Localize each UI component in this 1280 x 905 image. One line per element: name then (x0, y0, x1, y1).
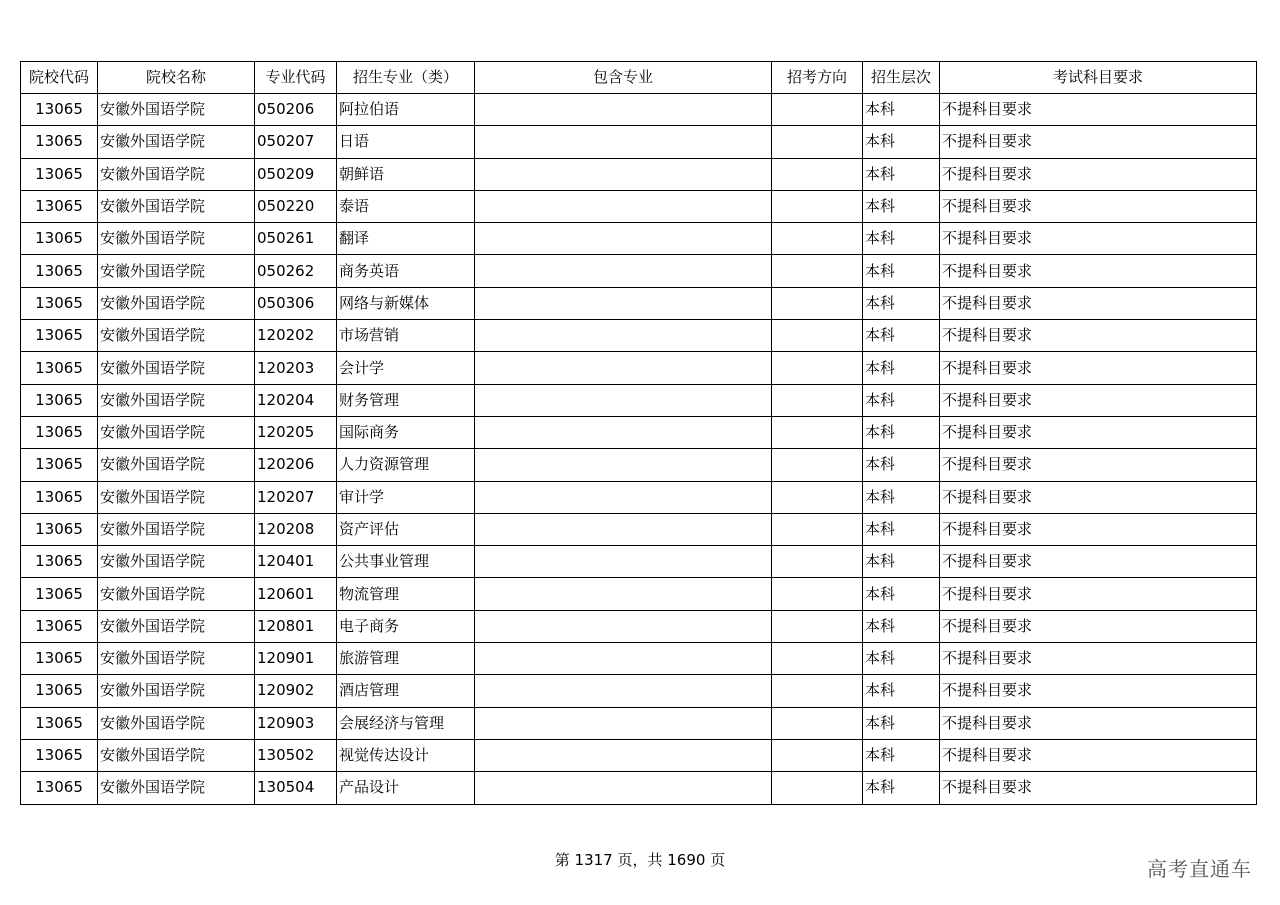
cell-school-code: 13065 (21, 513, 98, 545)
cell-included-majors (475, 772, 772, 804)
cell-exam-direction (772, 94, 863, 126)
cell-subject-requirement: 不提科目要求 (940, 739, 1257, 771)
cell-exam-direction (772, 449, 863, 481)
cell-included-majors (475, 739, 772, 771)
cell-subject-requirement: 不提科目要求 (940, 384, 1257, 416)
cell-major-name: 会展经济与管理 (337, 707, 475, 739)
cell-subject-requirement: 不提科目要求 (940, 610, 1257, 642)
cell-included-majors (475, 416, 772, 448)
cell-school-name: 安徽外国语学院 (98, 255, 255, 287)
cell-level: 本科 (863, 675, 940, 707)
cell-major-name: 电子商务 (337, 610, 475, 642)
cell-exam-direction (772, 287, 863, 319)
cell-school-code: 13065 (21, 255, 98, 287)
cell-school-code: 13065 (21, 578, 98, 610)
cell-major-name: 朝鲜语 (337, 158, 475, 190)
cell-school-name: 安徽外国语学院 (98, 190, 255, 222)
table-row (21, 94, 1257, 126)
table-row (21, 513, 1257, 545)
cell-major-code: 120801 (255, 610, 337, 642)
cell-school-code: 13065 (21, 449, 98, 481)
cell-level: 本科 (863, 513, 940, 545)
cell-major-name: 公共事业管理 (337, 546, 475, 578)
cell-school-name: 安徽外国语学院 (98, 739, 255, 771)
cell-level: 本科 (863, 481, 940, 513)
cell-school-code: 13065 (21, 675, 98, 707)
cell-major-code: 120206 (255, 449, 337, 481)
cell-included-majors (475, 610, 772, 642)
column-header-level: 招生层次 (863, 62, 940, 94)
cell-exam-direction (772, 772, 863, 804)
cell-included-majors (475, 255, 772, 287)
cell-major-code: 120203 (255, 352, 337, 384)
column-header-subject-requirement: 考试科目要求 (940, 62, 1257, 94)
cell-included-majors (475, 158, 772, 190)
cell-level: 本科 (863, 610, 940, 642)
cell-exam-direction (772, 158, 863, 190)
table-row (21, 190, 1257, 222)
cell-included-majors (475, 384, 772, 416)
cell-major-code: 120902 (255, 675, 337, 707)
cell-subject-requirement: 不提科目要求 (940, 707, 1257, 739)
cell-included-majors (475, 352, 772, 384)
cell-major-code: 050261 (255, 223, 337, 255)
cell-school-name: 安徽外国语学院 (98, 513, 255, 545)
column-header-major-name: 招生专业（类） (337, 62, 475, 94)
cell-major-code: 120401 (255, 546, 337, 578)
table-row (21, 546, 1257, 578)
cell-exam-direction (772, 578, 863, 610)
table-row (21, 223, 1257, 255)
cell-level: 本科 (863, 772, 940, 804)
cell-subject-requirement: 不提科目要求 (940, 126, 1257, 158)
cell-subject-requirement: 不提科目要求 (940, 675, 1257, 707)
cell-school-name: 安徽外国语学院 (98, 772, 255, 804)
cell-level: 本科 (863, 449, 940, 481)
cell-major-name: 商务英语 (337, 255, 475, 287)
column-header-school-name: 院校名称 (98, 62, 255, 94)
cell-subject-requirement: 不提科目要求 (940, 449, 1257, 481)
cell-school-code: 13065 (21, 126, 98, 158)
cell-major-code: 050306 (255, 287, 337, 319)
table-header-row (21, 62, 1257, 94)
table-row (21, 320, 1257, 352)
table-row (21, 643, 1257, 675)
cell-major-code: 050206 (255, 94, 337, 126)
cell-level: 本科 (863, 158, 940, 190)
cell-exam-direction (772, 255, 863, 287)
cell-major-code: 120202 (255, 320, 337, 352)
cell-level: 本科 (863, 223, 940, 255)
cell-school-name: 安徽外国语学院 (98, 449, 255, 481)
cell-subject-requirement: 不提科目要求 (940, 158, 1257, 190)
table-row (21, 158, 1257, 190)
cell-included-majors (475, 707, 772, 739)
table-row (21, 675, 1257, 707)
cell-included-majors (475, 449, 772, 481)
cell-level: 本科 (863, 126, 940, 158)
cell-level: 本科 (863, 352, 940, 384)
cell-subject-requirement: 不提科目要求 (940, 287, 1257, 319)
cell-included-majors (475, 481, 772, 513)
table-row (21, 352, 1257, 384)
table-row (21, 610, 1257, 642)
cell-exam-direction (772, 481, 863, 513)
cell-included-majors (475, 287, 772, 319)
cell-subject-requirement: 不提科目要求 (940, 352, 1257, 384)
cell-school-code: 13065 (21, 481, 98, 513)
cell-included-majors (475, 643, 772, 675)
cell-major-code: 120205 (255, 416, 337, 448)
watermark: 高考直通车 (1147, 857, 1252, 881)
table-row (21, 287, 1257, 319)
cell-major-name: 市场营销 (337, 320, 475, 352)
cell-exam-direction (772, 513, 863, 545)
cell-exam-direction (772, 675, 863, 707)
cell-exam-direction (772, 610, 863, 642)
cell-exam-direction (772, 223, 863, 255)
table-row (21, 449, 1257, 481)
page-number: 第 1317 页，共 1690 页 (554, 851, 726, 869)
cell-exam-direction (772, 416, 863, 448)
cell-exam-direction (772, 126, 863, 158)
cell-school-code: 13065 (21, 772, 98, 804)
cell-major-code: 120903 (255, 707, 337, 739)
cell-school-name: 安徽外国语学院 (98, 610, 255, 642)
cell-school-code: 13065 (21, 94, 98, 126)
cell-subject-requirement: 不提科目要求 (940, 94, 1257, 126)
cell-included-majors (475, 546, 772, 578)
cell-school-name: 安徽外国语学院 (98, 352, 255, 384)
cell-exam-direction (772, 739, 863, 771)
cell-school-code: 13065 (21, 320, 98, 352)
table-row (21, 255, 1257, 287)
cell-major-name: 旅游管理 (337, 643, 475, 675)
cell-school-code: 13065 (21, 384, 98, 416)
cell-subject-requirement: 不提科目要求 (940, 546, 1257, 578)
cell-major-name: 财务管理 (337, 384, 475, 416)
cell-level: 本科 (863, 320, 940, 352)
cell-major-code: 130502 (255, 739, 337, 771)
cell-subject-requirement: 不提科目要求 (940, 481, 1257, 513)
column-header-included-majors: 包含专业 (475, 62, 772, 94)
cell-major-name: 泰语 (337, 190, 475, 222)
cell-major-name: 国际商务 (337, 416, 475, 448)
cell-school-code: 13065 (21, 707, 98, 739)
cell-subject-requirement: 不提科目要求 (940, 320, 1257, 352)
table-row (21, 707, 1257, 739)
cell-major-code: 050209 (255, 158, 337, 190)
cell-school-name: 安徽外国语学院 (98, 578, 255, 610)
table-row (21, 126, 1257, 158)
cell-school-code: 13065 (21, 739, 98, 771)
cell-major-name: 视觉传达设计 (337, 739, 475, 771)
table-row (21, 739, 1257, 771)
cell-major-name: 阿拉伯语 (337, 94, 475, 126)
cell-level: 本科 (863, 707, 940, 739)
cell-included-majors (475, 126, 772, 158)
cell-school-name: 安徽外国语学院 (98, 158, 255, 190)
cell-school-code: 13065 (21, 158, 98, 190)
cell-school-name: 安徽外国语学院 (98, 675, 255, 707)
cell-subject-requirement: 不提科目要求 (940, 578, 1257, 610)
cell-school-code: 13065 (21, 546, 98, 578)
column-header-exam-direction: 招考方向 (772, 62, 863, 94)
cell-school-name: 安徽外国语学院 (98, 481, 255, 513)
cell-major-code: 120601 (255, 578, 337, 610)
cell-school-name: 安徽外国语学院 (98, 384, 255, 416)
cell-major-code: 130504 (255, 772, 337, 804)
cell-exam-direction (772, 707, 863, 739)
cell-major-name: 审计学 (337, 481, 475, 513)
cell-included-majors (475, 513, 772, 545)
cell-level: 本科 (863, 287, 940, 319)
cell-subject-requirement: 不提科目要求 (940, 643, 1257, 675)
cell-included-majors (475, 190, 772, 222)
cell-subject-requirement: 不提科目要求 (940, 255, 1257, 287)
cell-school-name: 安徽外国语学院 (98, 94, 255, 126)
cell-school-name: 安徽外国语学院 (98, 320, 255, 352)
cell-school-name: 安徽外国语学院 (98, 126, 255, 158)
cell-exam-direction (772, 320, 863, 352)
cell-included-majors (475, 320, 772, 352)
cell-school-code: 13065 (21, 190, 98, 222)
cell-school-code: 13065 (21, 223, 98, 255)
table-row (21, 384, 1257, 416)
cell-level: 本科 (863, 739, 940, 771)
cell-major-code: 120204 (255, 384, 337, 416)
cell-subject-requirement: 不提科目要求 (940, 772, 1257, 804)
cell-major-name: 人力资源管理 (337, 449, 475, 481)
cell-school-code: 13065 (21, 610, 98, 642)
cell-exam-direction (772, 546, 863, 578)
cell-included-majors (475, 675, 772, 707)
column-header-school-code: 院校代码 (21, 62, 98, 94)
cell-school-name: 安徽外国语学院 (98, 707, 255, 739)
cell-exam-direction (772, 352, 863, 384)
cell-included-majors (475, 578, 772, 610)
table-body (21, 94, 1257, 805)
table-row (21, 578, 1257, 610)
cell-school-code: 13065 (21, 287, 98, 319)
cell-school-code: 13065 (21, 416, 98, 448)
admissions-table (20, 61, 1257, 805)
cell-school-name: 安徽外国语学院 (98, 287, 255, 319)
cell-included-majors (475, 223, 772, 255)
cell-school-code: 13065 (21, 352, 98, 384)
cell-school-name: 安徽外国语学院 (98, 223, 255, 255)
cell-school-code: 13065 (21, 643, 98, 675)
cell-major-name: 物流管理 (337, 578, 475, 610)
cell-level: 本科 (863, 190, 940, 222)
cell-major-name: 翻译 (337, 223, 475, 255)
cell-school-name: 安徽外国语学院 (98, 546, 255, 578)
cell-major-code: 050220 (255, 190, 337, 222)
cell-major-name: 酒店管理 (337, 675, 475, 707)
column-header-major-code: 专业代码 (255, 62, 337, 94)
cell-level: 本科 (863, 546, 940, 578)
cell-level: 本科 (863, 384, 940, 416)
cell-subject-requirement: 不提科目要求 (940, 513, 1257, 545)
cell-included-majors (475, 94, 772, 126)
cell-major-code: 120207 (255, 481, 337, 513)
cell-major-name: 会计学 (337, 352, 475, 384)
cell-level: 本科 (863, 94, 940, 126)
cell-major-name: 产品设计 (337, 772, 475, 804)
cell-major-code: 050262 (255, 255, 337, 287)
cell-major-name: 资产评估 (337, 513, 475, 545)
cell-school-name: 安徽外国语学院 (98, 416, 255, 448)
cell-major-name: 日语 (337, 126, 475, 158)
cell-level: 本科 (863, 643, 940, 675)
cell-major-code: 050207 (255, 126, 337, 158)
cell-school-name: 安徽外国语学院 (98, 643, 255, 675)
cell-exam-direction (772, 643, 863, 675)
cell-major-code: 120208 (255, 513, 337, 545)
cell-exam-direction (772, 384, 863, 416)
cell-subject-requirement: 不提科目要求 (940, 223, 1257, 255)
cell-major-name: 网络与新媒体 (337, 287, 475, 319)
cell-major-code: 120901 (255, 643, 337, 675)
cell-level: 本科 (863, 255, 940, 287)
table-row (21, 481, 1257, 513)
cell-subject-requirement: 不提科目要求 (940, 190, 1257, 222)
cell-subject-requirement: 不提科目要求 (940, 416, 1257, 448)
cell-exam-direction (772, 190, 863, 222)
cell-level: 本科 (863, 416, 940, 448)
cell-level: 本科 (863, 578, 940, 610)
table-row (21, 772, 1257, 804)
table-row (21, 416, 1257, 448)
